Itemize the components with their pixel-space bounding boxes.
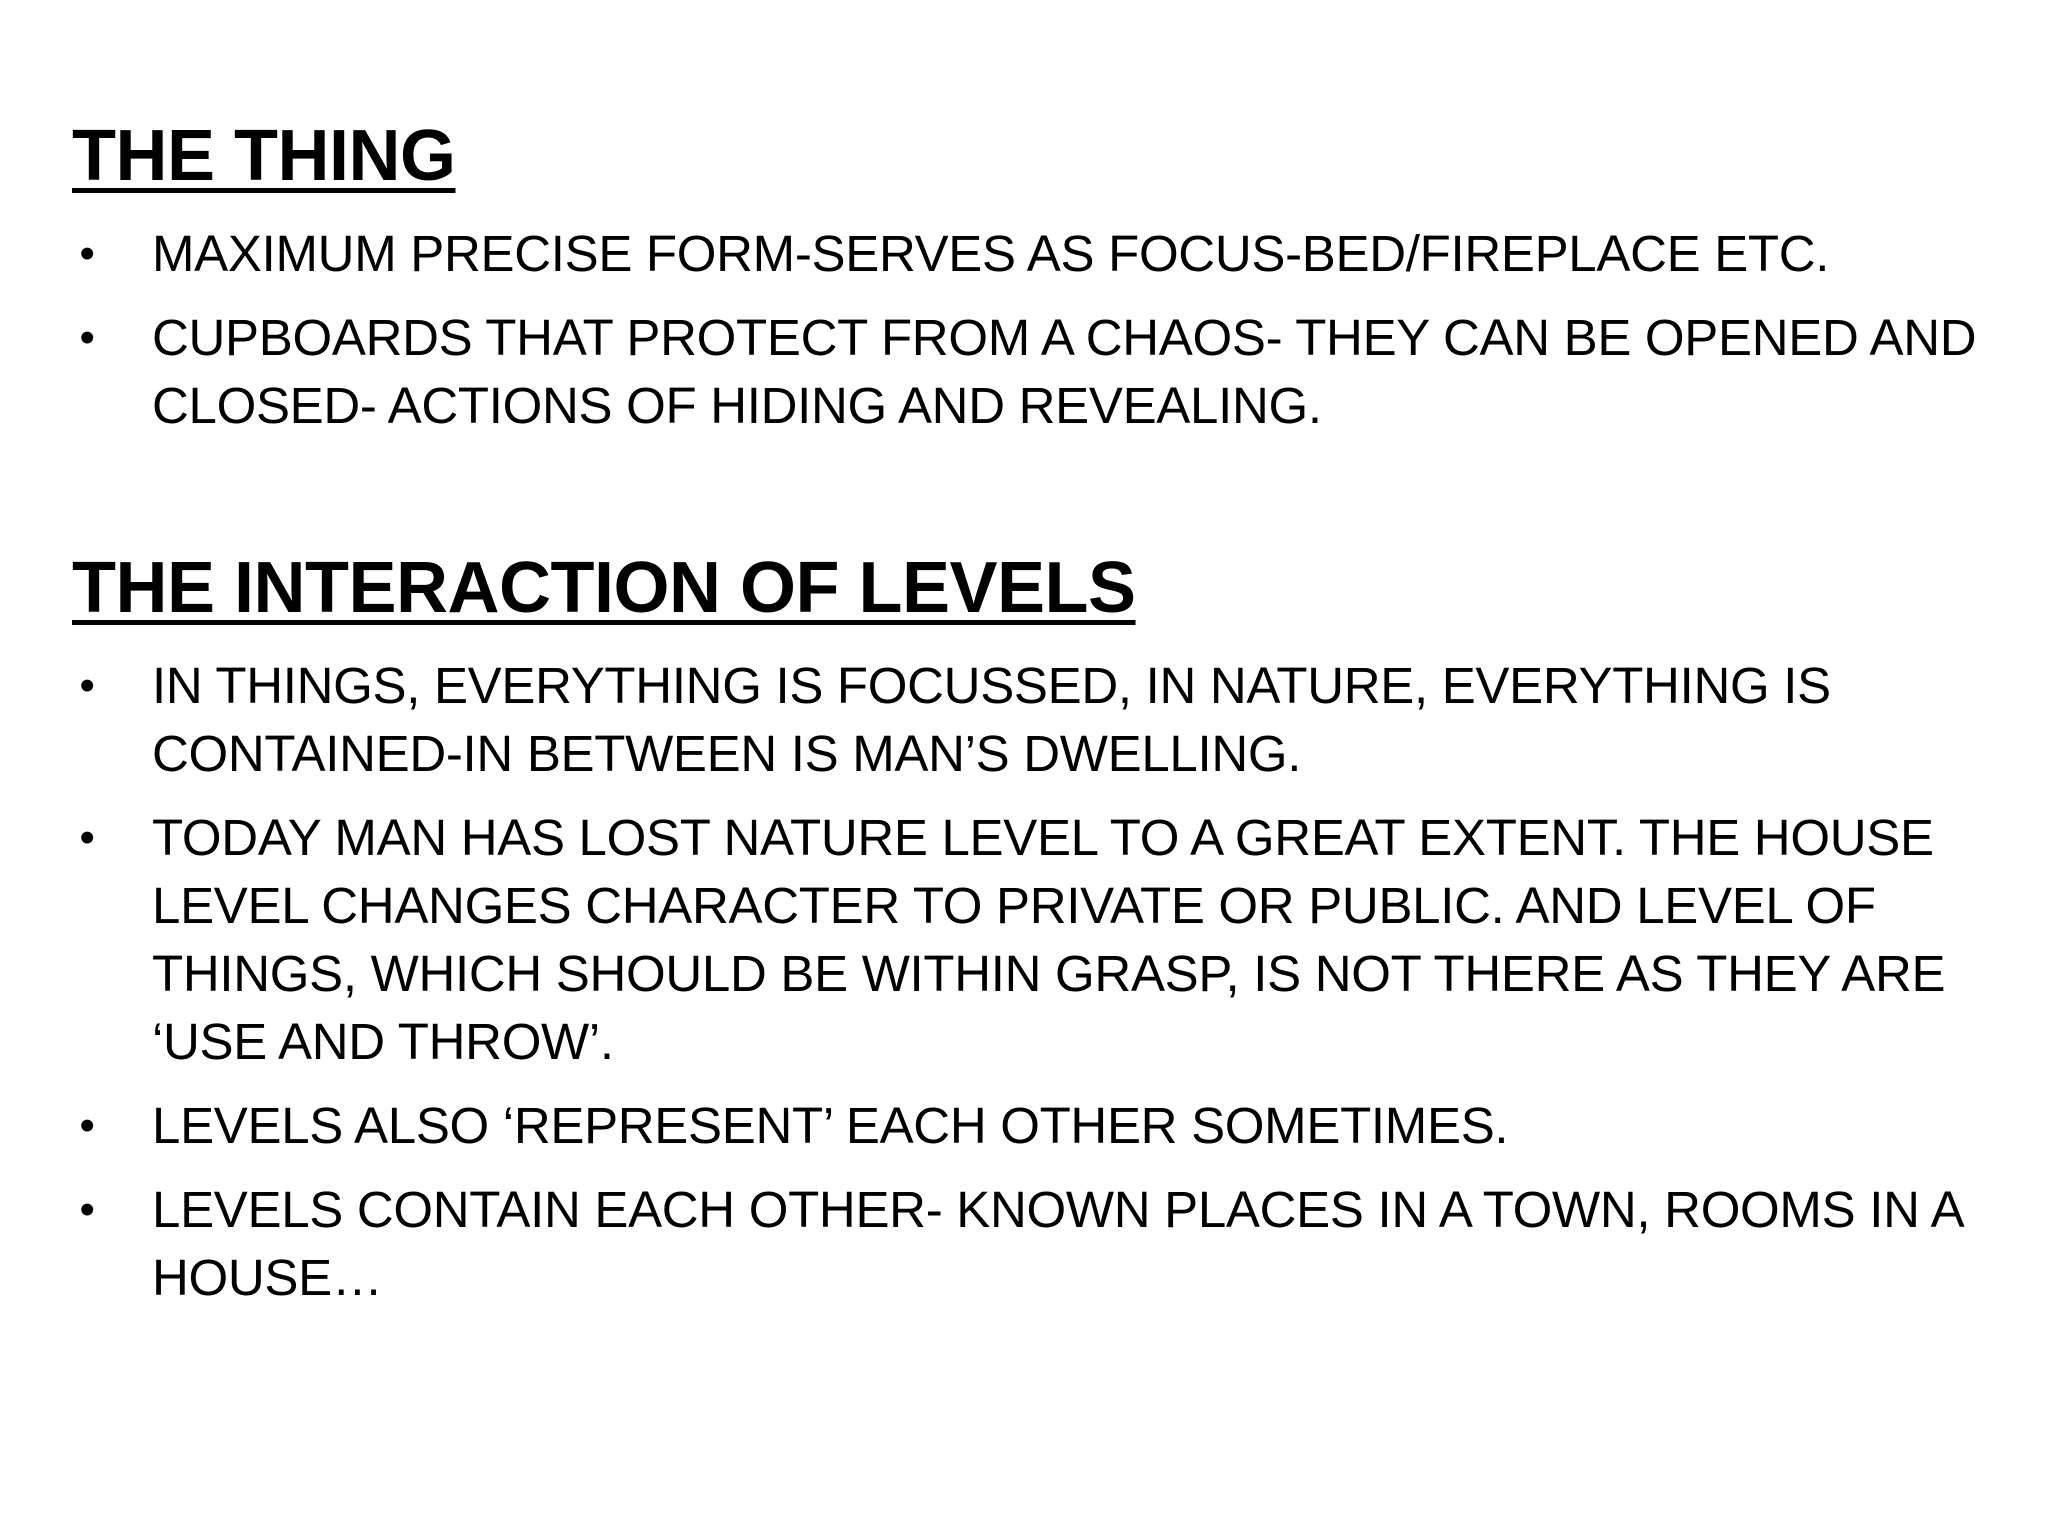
bullet-icon: • [79, 313, 95, 362]
bullet-icon: • [79, 1185, 95, 1234]
bullet-item [72, 804, 2032, 1076]
bullet-list-interaction-of-levels [72, 652, 2032, 1328]
bullet-list-the-thing [72, 220, 2032, 456]
bullet-icon: • [79, 1101, 95, 1150]
section-title-the-thing: THE THING [72, 116, 456, 196]
bullet-text: LEVELS ALSO ‘REPRESENT’ EACH OTHER SOMETIMES. [152, 1097, 1509, 1154]
bullet-item [72, 1176, 2032, 1312]
bullet-item [72, 1092, 2032, 1160]
bullet-text: CUPBOARDS THAT PROTECT FROM A CHAOS- THEY CAN BE OPENED AND CLOSED- ACTIONS OF HIDING AND REVEALING. [152, 309, 1977, 434]
bullet-text: LEVELS CONTAIN EACH OTHER- KNOWN PLACES IN A TOWN, ROOMS IN A HOUSE… [152, 1181, 1962, 1306]
bullet-item [72, 304, 2032, 440]
section-title-interaction-of-levels: THE INTERACTION OF LEVELS [72, 548, 1136, 628]
bullet-icon: • [79, 229, 95, 278]
bullet-icon: • [79, 661, 95, 710]
bullet-text: IN THINGS, EVERYTHING IS FOCUSSED, IN NATURE, EVERYTHING IS CONTAINED-IN BETWEEN IS MAN’S DWELLING. [152, 657, 1831, 782]
bullet-item [72, 652, 2032, 788]
bullet-text: MAXIMUM PRECISE FORM-SERVES AS FOCUS-BED/FIREPLACE ETC. [152, 225, 1830, 282]
bullet-text: TODAY MAN HAS LOST NATURE LEVEL TO A GREAT EXTENT. THE HOUSE LEVEL CHANGES CHARACTER TO PRIVATE OR PUBLIC. AND LEVEL OF THINGS, WHICH SHOULD BE WITHIN GRASP, IS NOT THERE AS THEY ARE ‘USE AND THROW’. [152, 809, 1946, 1070]
bullet-icon: • [79, 813, 95, 862]
bullet-item [72, 220, 2032, 288]
